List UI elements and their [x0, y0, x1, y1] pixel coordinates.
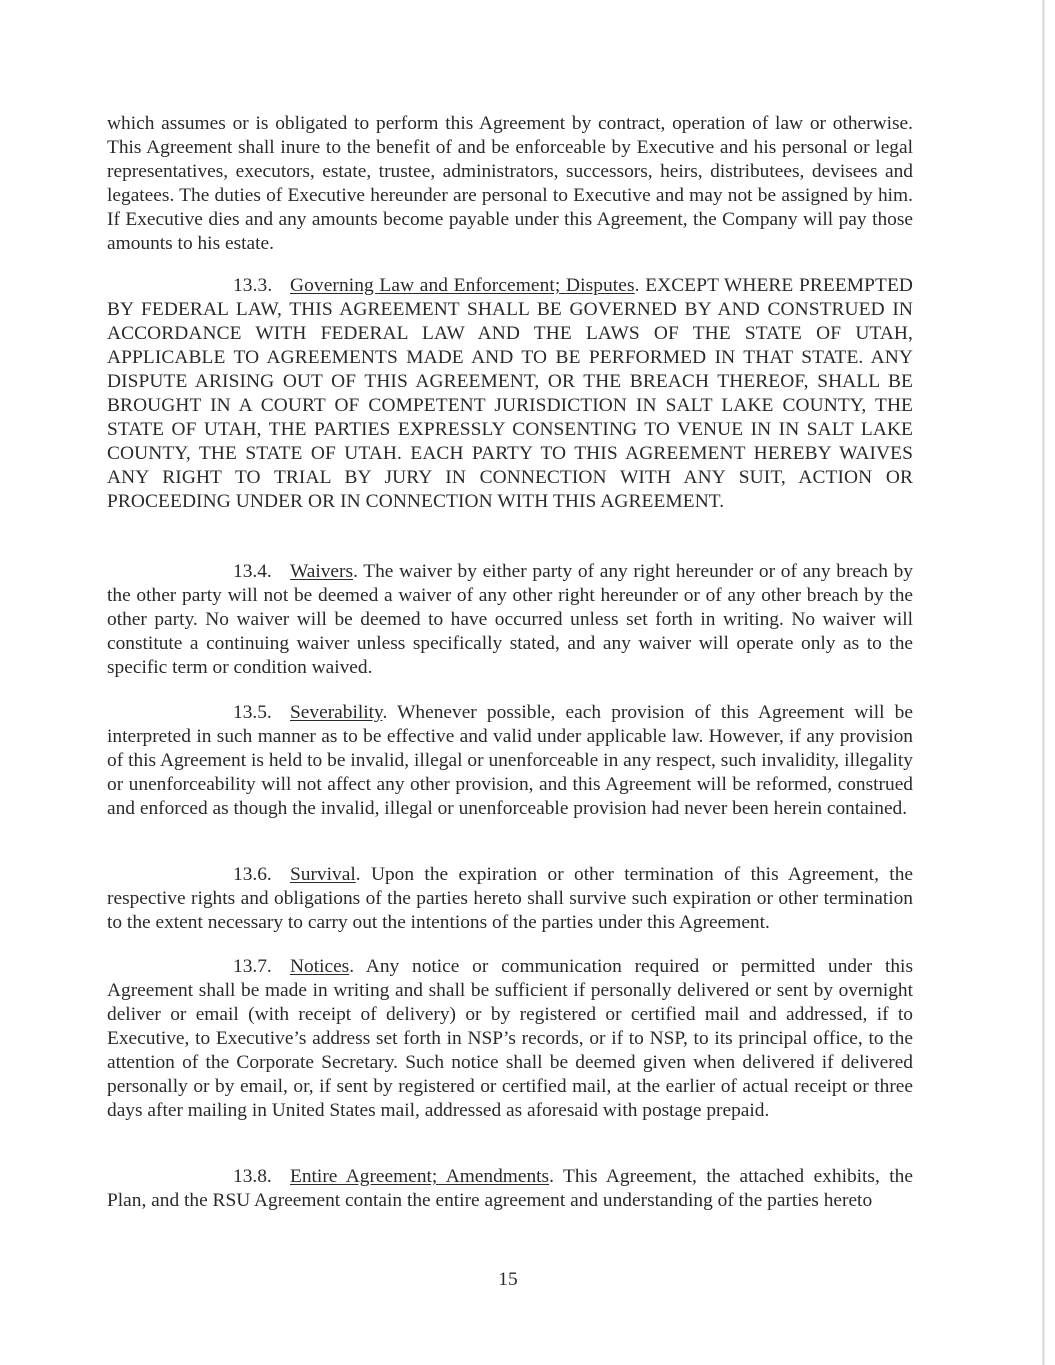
- section-text: . Upon the expiration or other termination of this Agreement, the respective rights and obligations of the parties hereto shall survive such expiration or other termination to the extent necessary to carry out the intentions of the parties under this Agreement.: [107, 864, 913, 933]
- section-number: 13.8.: [233, 1166, 272, 1187]
- section-text: . The waiver by either party of any right hereunder or of any breach by the other party will not be deemed a waiver of any other right hereunder or of any other breach by the other party. No waiver will be deemed to have occurred unless set forth in writing. No waiver will constitute a continuing waiver unless specifically stated, and any waiver will operate only as to the specific term or condition waived.: [107, 561, 913, 678]
- section-text: . Any notice or communication required or permitted under this Agreement shall be made in writing and shall be sufficient if personally delivered or sent by overnight deliver or email (with receipt of delivery) or by registered or certified mail and addressed, if to Executive, to Executive’s address set forth in NSP’s records, or if to NSP, to its principal office, to the attention of the Corporate Secretary. Such notice shall be deemed given when delivered if delivered personally or by email, or, if sent by registered or certified mail, at the earlier of actual receipt or three days after mailing in United States mail, addressed as aforesaid with postage prepaid.: [107, 956, 913, 1121]
- section-heading: Waivers: [290, 561, 354, 582]
- section-heading: Governing Law and Enforcement; Disputes: [290, 275, 635, 296]
- section-number: 13.3.: [233, 275, 273, 296]
- section-number: 13.7.: [233, 956, 272, 977]
- section-heading: Severability: [290, 702, 383, 723]
- section-13-8: [107, 1165, 913, 1213]
- section-13-7: [107, 955, 913, 1123]
- section-heading: Entire Agreement; Amendments: [290, 1166, 550, 1187]
- section-text: . Whenever possible, each provision of this Agreement will be interpreted in such manner as to be effective and valid under applicable law. However, if any provision of this Agreement is held to be invalid, illegal or unenforceable in any respect, such invalidity, illegality or unenforceability will not affect any other provision, and this Agreement will be reformed, construed and enforced as though the invalid, illegal or unenforceable provision had never been herein contained.: [107, 702, 913, 819]
- section-text: . EXCEPT WHERE PREEMPTED BY FEDERAL LAW, THIS AGREEMENT SHALL BE GOVERNED BY AND CONSTRUED IN ACCORDANCE WITH FEDERAL LAW AND THE LAWS OF THE STATE OF UTAH, APPLICABLE TO AGREEMENTS MADE AND TO BE PERFORMED IN THAT STATE. ANY DISPUTE ARISING OUT OF THIS AGREEMENT, OR THE BREACH THEREOF, SHALL BE BROUGHT IN A COURT OF COMPETENT JURISDICTION IN SALT LAKE COUNTY, THE STATE OF UTAH, THE PARTIES EXPRESSLY CONSENTING TO VENUE IN IN SALT LAKE COUNTY, THE STATE OF UTAH. EACH PARTY TO THIS AGREEMENT HEREBY WAIVES ANY RIGHT TO TRIAL BY JURY IN CONNECTION WITH ANY SUIT, ACTION OR PROCEEDING UNDER OR IN CONNECTION WITH THIS AGREEMENT.: [107, 275, 913, 512]
- top-paragraph: which assumes or is obligated to perform this Agreement by contract, operation of law or otherwise. This Agreement shall inure to the benefit of and be enforceable by Executive and his personal or legal representatives, executors, estate, trustee, administrators, successors, heirs, distributees, devisees and legatees. The duties of Executive hereunder are personal to Executive and may not be assigned by him. If Executive dies and any amounts become payable under this Agreement, the Company will pay those amounts to his estate.: [107, 113, 913, 254]
- page-number: 15: [498, 1269, 518, 1290]
- section-text: . This Agreement, the attached exhibits, the Plan, and the RSU Agreement contain the entire agreement and understanding of the parties hereto: [107, 1166, 913, 1211]
- section-heading: Survival: [290, 864, 356, 885]
- section-heading: Notices: [290, 956, 350, 977]
- section-number: 13.4.: [233, 561, 272, 582]
- section-number: 13.5.: [233, 702, 272, 723]
- section-13-3: [107, 274, 913, 514]
- section-13-5: [107, 701, 913, 821]
- section-number: 13.6.: [233, 864, 272, 885]
- section-13-4: [107, 560, 913, 680]
- page-edge-shadow: [1042, 0, 1045, 1365]
- section-13-6: [107, 863, 913, 935]
